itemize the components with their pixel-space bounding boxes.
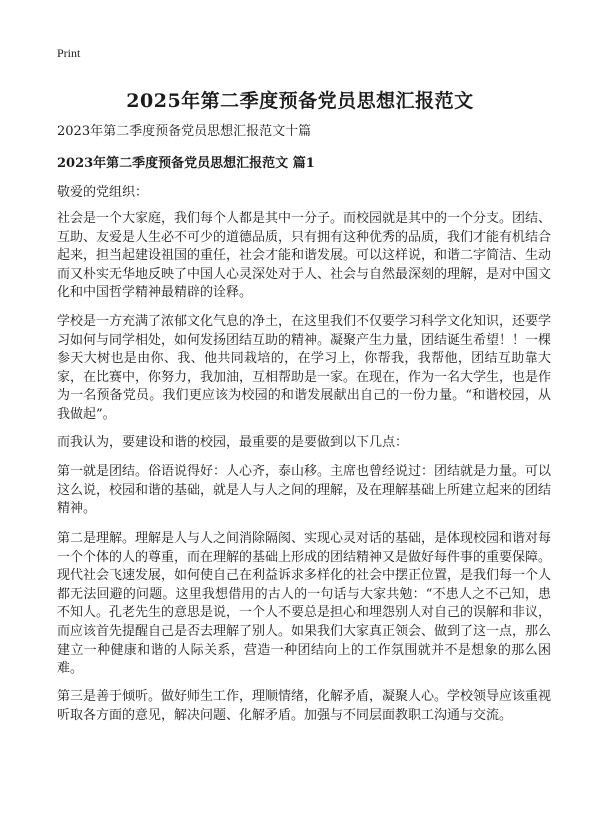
print-link[interactable]: Print (57, 46, 81, 60)
document-subtitle: 2023年第二季度预备党员思想汇报范文十篇 (57, 124, 312, 139)
paragraph-6: 第三是善于倾听。做好师生工作，理顺情绪，化解矛盾，凝聚人心。学校领导应该重视听取各方面的意见，解决问题、化解矛盾。加强与不同层面教职工沟通与交流。 (57, 689, 552, 723)
document-title: 2025年第二季度预备党员思想汇报范文 (126, 90, 474, 112)
paragraph-2: 学校是一方充满了浓郁文化气息的净土，在这里我们不仅要学习科学文化知识，还要学习如何与同学相处，如何发扬团结互助的精神。凝聚产生力量，团结诞生希望！！一棵参天大树也是由你、我、他共同栽培的，在学习上，你帮我，我帮他，团结互助靠大家，在比赛中，你努力，我加油，互相帮助是一家。在现在，作为一名大学生，也是作为一名预备党员。我们更应该为校园的和谐发展献出自己的一份力量。“和谐校园，从我做起”。 (57, 314, 552, 422)
paragraph-5: 第二是理解。理解是人与人之间消除隔阂、实现心灵对话的基础，是体现校园和谐对每一个个体的人的尊重，而在理解的基础上形成的团结精神又是做好每件事的重要保障。现代社会飞速发展，如何使自己在利益诉求多样化的社会中摆正位置，是我们每一个人都无法回避的问题。这里我想借用的古人的一句话与大家共勉：“不患人之不己知，患不知人。孔老先生的意思是说，一个人不要总是担心和埋怨别人对自己的误解和非议，而应该首先提醒自己是否去理解了别人。如果我们大家真正领会、做到了这一点，那么建立一种健康和谐的人际关系，营造一种团结向上的工作氛围就并不是想象的那么困难。 (57, 531, 552, 677)
salutation: 敬爱的党组织： (57, 185, 149, 200)
paragraph-1: 社会是一个大家庭，我们每个人都是其中一分子。而校园就是其中的一个分支。团结、互助、友爱是人生必不可少的道德品质，只有拥有这种优秀的品质，我们才能有机结合起来，担当起建设祖国的重任，社会才能和谐发展。可以这样说，和谐二字简洁、生动而又朴实无华地反映了中国人心灵深处对于人、社会与自然最深刻的理解，是对中国文化和中国哲学精神最精辟的诠释。 (57, 211, 552, 301)
section-heading: 2023年第二季度预备党员思想汇报范文 篇1 (57, 156, 315, 171)
paragraph-4: 第一就是团结。俗语说得好：人心齐，泰山移。主席也曾经说过：团结就是力量。可以这么说，校园和谐的基础，就是人与人之间的理解，及在理解基础上所建立起来的团结精神。 (57, 464, 552, 517)
paragraph-3: 而我认为，要建设和谐的校园，最重要的是要做到以下几点： (57, 435, 409, 450)
